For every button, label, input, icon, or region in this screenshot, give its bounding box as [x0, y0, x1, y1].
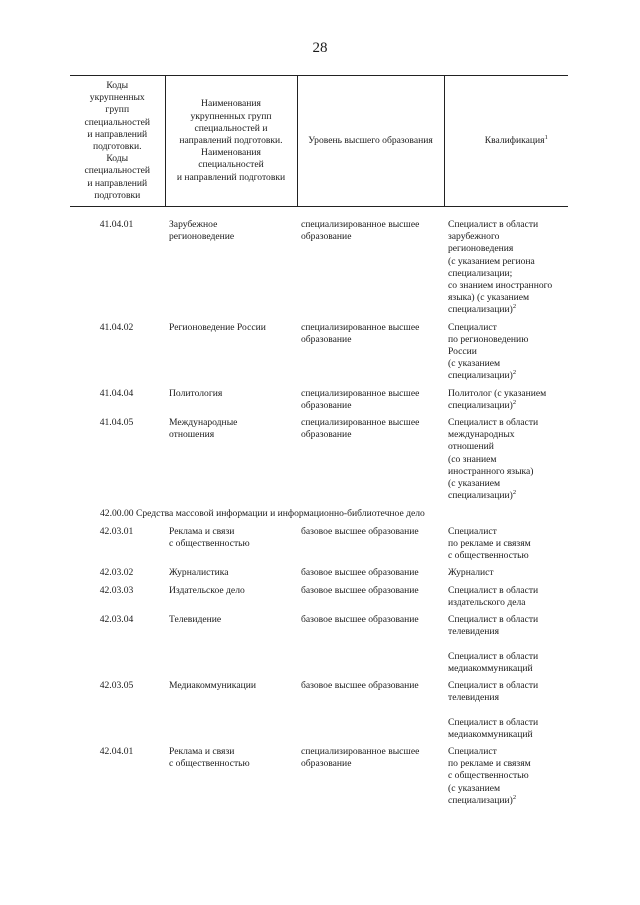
- text-line: Международные: [169, 417, 238, 429]
- text-line: Регионоведение России: [169, 321, 266, 333]
- text-line: Наименования: [201, 147, 261, 159]
- text-line: специализации)$^2$: [448, 793, 517, 806]
- table-row: [70, 388, 568, 417]
- text-line: специализированное высшее: [301, 745, 420, 757]
- text-line: Политолог (с указанием: [448, 387, 547, 399]
- text-line: специализации)$^2$: [448, 369, 517, 382]
- text-line: Специалист: [448, 745, 497, 757]
- education-level: [297, 567, 444, 584]
- table-header-row: [70, 76, 568, 207]
- text-line: Реклама и связи: [169, 525, 235, 537]
- text-line: образование: [301, 333, 352, 345]
- text-line: направлений подготовки.: [179, 134, 283, 146]
- specialty-code: 41.04.05: [99, 417, 134, 429]
- header-qualification: [444, 76, 568, 207]
- text-line: специализированное высшее: [301, 417, 420, 429]
- table-row: [70, 680, 568, 746]
- text-line: телевидения: [448, 692, 499, 704]
- text-line: Коды: [106, 80, 129, 91]
- text-line: Специалист в области: [448, 650, 539, 662]
- table-body: [70, 207, 568, 812]
- text-line: подготовки.: [93, 141, 142, 153]
- text-line: Специалист в области: [448, 417, 539, 429]
- text-line: базовое высшее образование: [301, 613, 419, 625]
- education-level: [297, 219, 444, 322]
- text-line: и направлений: [87, 177, 148, 189]
- table-row: [70, 526, 568, 568]
- text-line: специализированное высшее: [301, 219, 420, 231]
- text-line: специализации)$^2$: [448, 303, 517, 316]
- education-level: [297, 585, 444, 614]
- text-line: Зарубежное: [169, 219, 218, 231]
- text-line: базовое высшее образование: [301, 525, 419, 537]
- qualification: [444, 388, 568, 417]
- text-line: специальностей: [198, 159, 264, 171]
- text-line: Коды: [106, 153, 129, 165]
- specialty-name: [165, 417, 297, 507]
- text-line: Специалист в области: [448, 613, 539, 625]
- text-line: (с указанием: [448, 782, 501, 794]
- header-names: [165, 76, 297, 207]
- education-level: [297, 388, 444, 417]
- text-line: международных: [448, 429, 515, 441]
- text-line: регионоведения: [448, 243, 514, 255]
- text-line: (с указанием: [448, 358, 501, 370]
- specialty-code: 41.04.02: [99, 321, 134, 333]
- table-row: [70, 614, 568, 680]
- text-line: Специалист в области: [448, 219, 539, 231]
- qualification: [444, 680, 568, 746]
- text-line: укрупненных: [89, 92, 145, 104]
- text-line: Специалист: [448, 525, 497, 537]
- text-line: по регионоведению: [448, 333, 529, 345]
- qualification: [444, 567, 568, 584]
- specialty-name: [165, 322, 297, 388]
- text-line: подготовки: [94, 189, 141, 201]
- text-line: телевидения: [448, 626, 499, 638]
- education-level: [297, 614, 444, 680]
- specialty-code: 42.03.03: [99, 584, 134, 596]
- education-level: [297, 680, 444, 746]
- footnote-mark: 2: [512, 793, 517, 801]
- table-row: [70, 417, 568, 507]
- table-row: [70, 219, 568, 322]
- text-line: и направлений: [87, 128, 148, 140]
- text-line: Политология: [169, 387, 223, 399]
- qualification: [444, 219, 568, 322]
- text-line: Специалист в области: [448, 679, 539, 691]
- specialty-name: [165, 388, 297, 417]
- text-line: с общественностью: [448, 550, 529, 562]
- text-line: (с указанием региона: [448, 255, 535, 267]
- text-line: России: [448, 346, 477, 358]
- table-row: [70, 567, 568, 584]
- text-line: отношений: [448, 441, 494, 453]
- specialty-code: 41.04.01: [99, 219, 134, 231]
- text-line: медиакоммуникаций: [448, 728, 533, 740]
- specialty-code: 42.03.05: [99, 679, 134, 691]
- text-line: базовое высшее образование: [301, 584, 419, 596]
- text-line: базовое высшее образование: [301, 679, 419, 691]
- table-row: [70, 322, 568, 388]
- text-line: (с указанием: [448, 478, 501, 490]
- education-level: [297, 746, 444, 812]
- specialty-name: [165, 614, 297, 680]
- text-line: специальностей: [84, 165, 150, 177]
- header-education-level: Уровень высшего образования: [297, 76, 444, 207]
- footnote-mark: 2: [512, 369, 517, 377]
- text-line: медиакоммуникаций: [448, 662, 533, 674]
- text-line: специализации)$^2$: [448, 489, 517, 502]
- text-line: Журналист: [448, 567, 494, 579]
- text-line: и направлений подготовки: [176, 171, 286, 183]
- text-line: зарубежного: [448, 231, 500, 243]
- table-row: [70, 746, 568, 812]
- specialty-name: [165, 680, 297, 746]
- group-row: [70, 508, 568, 526]
- specialty-code: 41.04.04: [99, 387, 134, 399]
- header-codes: [70, 76, 165, 207]
- qualification: [444, 614, 568, 680]
- specialty-name: [165, 567, 297, 584]
- text-line: специальностей: [84, 116, 150, 128]
- qualification: [444, 746, 568, 812]
- text-line: специальностей и: [194, 122, 268, 134]
- text-line: Наименования: [201, 98, 261, 110]
- text-line: специализированное высшее: [301, 387, 420, 399]
- specialty-code: 42.04.01: [99, 745, 134, 757]
- text-line: издательского дела: [448, 596, 526, 608]
- group-heading: 42.00.00 Средства массовой информации и информационно-библиотечное дело: [100, 507, 425, 519]
- footnote-mark: 2: [512, 398, 517, 406]
- text-line: образование: [301, 231, 352, 243]
- text-line: иностранного языка): [448, 465, 534, 477]
- text-line: образование: [301, 399, 352, 411]
- page-number: 28: [312, 40, 328, 56]
- text-line: Медиакоммуникации: [169, 679, 256, 691]
- text-line: Журналистика: [169, 567, 229, 579]
- text-line: отношения: [169, 429, 215, 441]
- text-line: с общественностью: [169, 537, 250, 549]
- text-line: Специалист в области: [448, 716, 539, 728]
- education-level: [297, 417, 444, 507]
- qualification: [444, 322, 568, 388]
- footnote-mark: 2: [512, 489, 517, 497]
- specialty-code: 42.03.04: [99, 613, 134, 625]
- specialty-code: 42.03.02: [99, 567, 134, 579]
- footnote-mark: 1: [544, 133, 548, 141]
- text-line: Специалист в области: [448, 584, 539, 596]
- text-line: специализированное высшее: [301, 321, 420, 333]
- text-line: [448, 704, 566, 716]
- header-qualification-label: Квалификация: [484, 134, 545, 146]
- specialty-name: [165, 746, 297, 812]
- specialty-code: 42.03.01: [99, 525, 134, 537]
- text-line: с общественностью: [169, 758, 250, 770]
- text-line: специализации)$^2$: [448, 398, 517, 411]
- education-level: [297, 526, 444, 568]
- text-line: укрупненных групп: [190, 110, 272, 122]
- qualification: [444, 526, 568, 568]
- footnote-mark: 2: [512, 303, 517, 311]
- text-line: Издательское дело: [169, 584, 245, 596]
- specialty-name: [165, 585, 297, 614]
- specialties-table: [70, 75, 568, 812]
- specialty-name: [165, 526, 297, 568]
- text-line: по рекламе и связям: [448, 758, 531, 770]
- text-line: (со знанием: [448, 453, 497, 465]
- text-line: Реклама и связи: [169, 745, 235, 757]
- text-line: Специалист: [448, 321, 497, 333]
- text-line: регионоведение: [169, 231, 235, 243]
- text-line: образование: [301, 758, 352, 770]
- qualification: [444, 417, 568, 507]
- text-line: по рекламе и связям: [448, 537, 531, 549]
- text-line: образование: [301, 429, 352, 441]
- text-line: со знанием иностранного: [448, 280, 553, 292]
- text-line: групп: [105, 104, 130, 116]
- text-line: базовое высшее образование: [301, 567, 419, 579]
- text-line: с общественностью: [448, 770, 529, 782]
- specialty-name: [165, 219, 297, 322]
- table-row: [70, 585, 568, 614]
- text-line: языка) (с указанием: [448, 292, 530, 304]
- qualification: [444, 585, 568, 614]
- text-line: Телевидение: [169, 613, 222, 625]
- text-line: [448, 638, 566, 650]
- text-line: специализации;: [448, 267, 513, 279]
- education-level: [297, 322, 444, 388]
